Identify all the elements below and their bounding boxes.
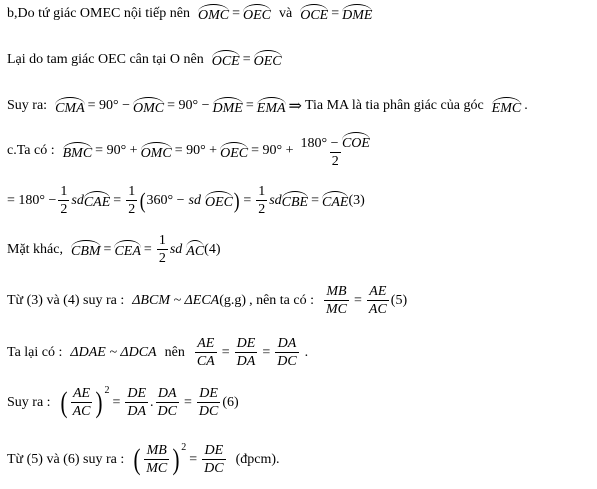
implies-arrow: ⇒: [288, 98, 302, 115]
fraction: [275, 335, 298, 370]
fraction: [202, 442, 225, 477]
text: và: [278, 5, 293, 21]
fraction: [125, 385, 148, 420]
text: = 90° +: [251, 143, 294, 158]
sd: sd: [269, 192, 282, 208]
fraction-denominator: MC: [146, 461, 168, 476]
fraction: [195, 335, 217, 370]
angle-emc: EMC: [492, 97, 522, 116]
line-conclusion: [7, 442, 280, 477]
exponent: 2: [104, 385, 110, 396]
sd: sd: [169, 241, 183, 257]
arc-cae: CAE: [84, 191, 110, 210]
fraction-denominator: 2: [258, 202, 266, 217]
similarity: ΔDAE ~ ΔDCA: [70, 344, 157, 360]
sd: sd: [71, 192, 84, 208]
equals: =: [113, 192, 122, 208]
text: = 180° −: [7, 192, 57, 208]
angle-coe: COE: [342, 132, 370, 151]
angle-oce: OCE: [212, 50, 240, 69]
fraction: [298, 132, 372, 170]
equals: =: [103, 241, 112, 257]
fraction-numerator: 1: [158, 233, 166, 248]
fraction-numerator: AE: [197, 336, 215, 351]
angle-cea: CEA: [114, 240, 140, 259]
text: = 90° −: [167, 98, 210, 113]
text: (đpcm).: [235, 451, 280, 467]
fraction-numerator: MB: [326, 284, 347, 299]
text: , nên ta có :: [249, 292, 314, 308]
fraction-denominator: DA: [236, 354, 256, 369]
text: Lại do tam giác OEC cân tại O nên: [7, 51, 204, 67]
fraction-numerator: 1: [60, 184, 68, 199]
angle-omc: OMC: [141, 142, 172, 161]
text: = 90° +: [95, 143, 138, 158]
fraction-denominator: MC: [325, 302, 347, 317]
paren-open: (: [139, 187, 146, 213]
fraction-numerator: DE: [204, 443, 224, 458]
fraction-numerator: 1: [128, 184, 136, 199]
fraction-denominator: AC: [72, 404, 91, 419]
text: Từ (5) và (6) suy ra :: [7, 451, 125, 467]
paren-close: ): [95, 385, 103, 419]
fraction-numerator: [298, 132, 372, 152]
angle-bmc: BMC: [63, 142, 93, 161]
fraction: [144, 442, 169, 477]
angle-oce: OCE: [300, 4, 328, 23]
tag-6: (6): [222, 394, 239, 410]
angle-oec: OEC: [220, 142, 248, 161]
line-bisector: [7, 96, 528, 116]
tag-4: (4): [204, 241, 221, 257]
fraction-numerator: AE: [72, 386, 91, 401]
angle-cbm: CBM: [71, 240, 101, 259]
fraction-numerator: 1: [258, 184, 266, 199]
equals: =: [189, 451, 198, 467]
text: c.Ta có :: [7, 143, 55, 158]
equals: =: [221, 344, 230, 360]
angle-oec: OEC: [254, 50, 282, 69]
fraction: [156, 385, 179, 420]
fraction: [157, 232, 168, 267]
equals: =: [183, 394, 192, 410]
fraction-numerator: AE: [369, 284, 387, 299]
angle-cma: CMA: [55, 97, 85, 116]
tag-3: (3): [348, 192, 365, 208]
exponent: 2: [181, 442, 187, 453]
text: 360° −: [146, 192, 185, 208]
text: Mặt khác,: [7, 241, 63, 257]
period: .: [304, 344, 309, 360]
text: Suy ra :: [7, 394, 51, 410]
text: Tia MA là tia phân giác của góc: [304, 98, 484, 113]
equals: =: [353, 292, 362, 308]
line-b-omec: [7, 4, 372, 23]
fraction-denominator: DA: [127, 404, 147, 419]
angle-omc: OMC: [133, 97, 164, 116]
fraction-numerator: MB: [146, 443, 167, 458]
text: Từ (3) và (4) suy ra :: [7, 292, 125, 308]
fraction-denominator: AC: [368, 302, 387, 317]
fraction-denominator: 2: [331, 154, 339, 169]
equals: =: [243, 192, 252, 208]
equals: =: [242, 51, 251, 67]
paren-close: ): [233, 187, 240, 213]
fraction-denominator: 2: [60, 202, 68, 217]
arc-ac: AC: [186, 240, 204, 259]
line-sd: [7, 183, 365, 218]
fraction-denominator: 2: [158, 251, 166, 266]
equals: =: [311, 192, 320, 208]
case: (g.g): [219, 292, 247, 308]
angle-omc: OMC: [198, 4, 229, 23]
angle-dme: DME: [213, 97, 243, 116]
line-mat-khac: [7, 232, 220, 267]
fraction-denominator: DC: [204, 461, 224, 476]
fraction: [256, 183, 267, 218]
arc-oec: OEC: [205, 191, 233, 210]
fraction-denominator: 2: [128, 202, 136, 217]
paren-close: ): [172, 442, 180, 476]
text: = 90° +: [174, 143, 218, 158]
fraction-denominator: DC: [198, 404, 219, 419]
fraction: [235, 335, 258, 370]
angle-ema: EMA: [257, 97, 286, 116]
line-isosceles: [7, 50, 282, 69]
angle-dme: DME: [342, 4, 372, 23]
equals: =: [143, 241, 152, 257]
fraction: [367, 283, 389, 318]
tag-5: (5): [390, 292, 408, 308]
line-similar-dae: [7, 335, 308, 370]
text: Ta lại có :: [7, 344, 63, 360]
text: nên: [164, 344, 185, 360]
line-suy-ra-squared: [7, 385, 239, 420]
line-similar-bcm: [7, 283, 407, 318]
fraction: [324, 283, 349, 318]
fraction-denominator: CA: [196, 354, 215, 369]
fraction-numerator: DE: [199, 386, 218, 401]
paren-open: (: [60, 385, 68, 419]
text: = 90° −: [87, 98, 131, 113]
fraction-numerator: DA: [277, 336, 297, 351]
text: 180° −: [300, 136, 339, 151]
equals: =: [331, 5, 340, 21]
fraction-numerator: DA: [157, 386, 177, 401]
fraction-numerator: DE: [236, 336, 256, 351]
similarity: ΔBCM ~ ΔECA: [132, 292, 220, 308]
fraction-numerator: DE: [127, 386, 147, 401]
equals: =: [245, 98, 254, 113]
dot: .: [150, 394, 154, 410]
equals: =: [262, 344, 271, 360]
text: Suy ra:: [7, 98, 48, 113]
fraction: [58, 183, 69, 218]
equals: =: [112, 394, 121, 410]
fraction: [197, 385, 220, 420]
equals: =: [232, 5, 240, 21]
text: b,Do tứ giác OMEC nội tiếp nên: [7, 5, 190, 21]
fraction-denominator: DC: [157, 404, 177, 419]
angle-oec: OEC: [243, 4, 271, 23]
fraction: [126, 183, 137, 218]
sd: sd: [188, 192, 201, 208]
fraction-denominator: DC: [277, 354, 297, 369]
arc-cbe: CBE: [282, 191, 308, 210]
fraction: [71, 385, 93, 420]
period: .: [524, 98, 528, 113]
paren-open: (: [133, 442, 141, 476]
angle-cae: CAE: [322, 191, 348, 210]
line-c-bmc: [7, 132, 374, 170]
